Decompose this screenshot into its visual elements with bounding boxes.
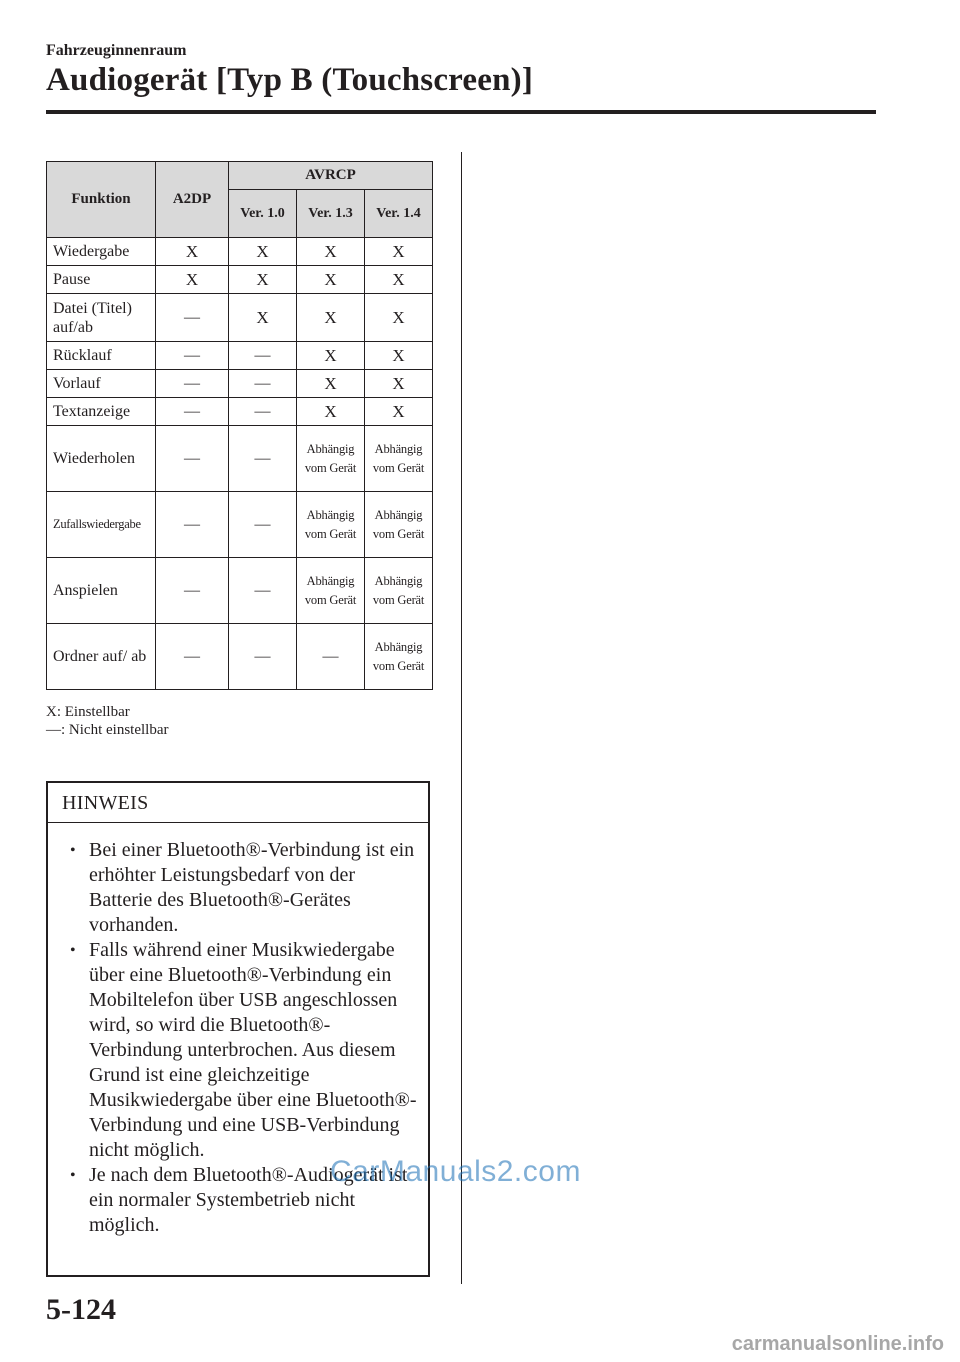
header-version: Ver. 1.0 bbox=[229, 190, 297, 238]
value-cell: Abhängig vom Gerät bbox=[365, 624, 433, 690]
header-avrcp: AVRCP bbox=[229, 162, 433, 190]
value-cell: — bbox=[229, 398, 297, 426]
page-number: 5-124 bbox=[46, 1293, 116, 1326]
legend-not-settable: —: Nicht einstellbar bbox=[46, 722, 169, 738]
note-text: Bei einer Bluetooth®-Verbindung ist ein erhöhter Leistungsbedarf von der Batterie des Bluetooth®-Gerätes vorhanden. bbox=[89, 839, 415, 936]
value-cell: X bbox=[297, 342, 365, 370]
value-cell: — bbox=[156, 342, 229, 370]
value-cell: X bbox=[365, 342, 433, 370]
table-row bbox=[47, 266, 433, 294]
header-version: Ver. 1.3 bbox=[297, 190, 365, 238]
value-cell: — bbox=[156, 294, 229, 342]
table-row bbox=[47, 492, 433, 558]
value-cell: — bbox=[229, 370, 297, 398]
value-cell: X bbox=[365, 266, 433, 294]
function-cell: Wiedergabe bbox=[47, 238, 156, 266]
note-title: HINWEIS bbox=[48, 783, 428, 823]
value-cell: — bbox=[297, 624, 365, 690]
value-cell: Abhängig vom Gerät bbox=[365, 558, 433, 624]
value-cell: X bbox=[297, 370, 365, 398]
table-row bbox=[47, 426, 433, 492]
value-cell: X bbox=[229, 294, 297, 342]
legend-settable: X: Einstellbar bbox=[46, 704, 130, 720]
value-cell: X bbox=[365, 238, 433, 266]
value-cell: X bbox=[297, 238, 365, 266]
value-cell: — bbox=[156, 624, 229, 690]
function-cell: Rücklauf bbox=[47, 342, 156, 370]
value-cell: X bbox=[229, 266, 297, 294]
function-cell: Anspielen bbox=[47, 558, 156, 624]
value-cell: X bbox=[156, 238, 229, 266]
value-cell: Abhängig vom Gerät bbox=[297, 426, 365, 492]
value-cell: Abhängig vom Gerät bbox=[297, 558, 365, 624]
value-cell: X bbox=[156, 266, 229, 294]
note-item bbox=[48, 838, 428, 938]
value-cell: X bbox=[229, 238, 297, 266]
bullet-icon: • bbox=[70, 942, 76, 959]
table-row bbox=[47, 558, 433, 624]
watermark-logo: CarManuals2.com bbox=[330, 1155, 581, 1188]
value-cell: X bbox=[365, 294, 433, 342]
table-row bbox=[47, 342, 433, 370]
header-version: Ver. 1.4 bbox=[365, 190, 433, 238]
value-cell: — bbox=[229, 342, 297, 370]
function-cell: Datei (Titel) auf/ab bbox=[47, 294, 156, 342]
value-cell: — bbox=[229, 426, 297, 492]
bullet-icon: • bbox=[70, 842, 76, 859]
function-cell: Wiederholen bbox=[47, 426, 156, 492]
note-text: Je nach dem Bluetooth®-Audiogerät ist ein normaler Systembetrieb nicht möglich. bbox=[89, 1164, 408, 1236]
value-cell: — bbox=[156, 492, 229, 558]
value-cell: Abhängig vom Gerät bbox=[365, 426, 433, 492]
table-legend bbox=[46, 703, 168, 739]
function-cell: Pause bbox=[47, 266, 156, 294]
header-a2dp: A2DP bbox=[156, 162, 229, 238]
value-cell: — bbox=[156, 426, 229, 492]
value-cell: X bbox=[297, 294, 365, 342]
feature-table bbox=[46, 161, 433, 690]
note-text: Falls während einer Musikwiedergabe über eine Bluetooth®-Verbindung ein Mobiltelefon über USB angeschlossen wird, so wird die Bluetooth®-Verbindung unterbrochen. Aus diesem Grund ist eine gleichzeitige Musikwiedergabe über eine Bluetooth®-Verbindung und eine USB-Verbindung nicht möglich. bbox=[89, 939, 417, 1161]
note-box bbox=[46, 781, 430, 1277]
value-cell: X bbox=[365, 370, 433, 398]
header-function: Funktion bbox=[47, 162, 156, 238]
value-cell: — bbox=[229, 492, 297, 558]
table-row bbox=[47, 624, 433, 690]
page-title: Audiogerät [Typ B (Touchscreen)] bbox=[46, 62, 534, 98]
section-label: Fahrzeuginnenraum bbox=[46, 42, 187, 59]
value-cell: — bbox=[229, 624, 297, 690]
table-row bbox=[47, 294, 433, 342]
title-rule bbox=[46, 110, 876, 114]
value-cell: X bbox=[297, 398, 365, 426]
table-row bbox=[47, 238, 433, 266]
function-cell: Zufallswiedergabe bbox=[47, 492, 156, 558]
table-row bbox=[47, 398, 433, 426]
value-cell: Abhängig vom Gerät bbox=[297, 492, 365, 558]
value-cell: Abhängig vom Gerät bbox=[365, 492, 433, 558]
value-cell: — bbox=[156, 370, 229, 398]
value-cell: — bbox=[156, 398, 229, 426]
function-cell: Ordner auf/ ab bbox=[47, 624, 156, 690]
value-cell: X bbox=[297, 266, 365, 294]
bullet-icon: • bbox=[70, 1167, 76, 1184]
function-cell: Textanzeige bbox=[47, 398, 156, 426]
note-item bbox=[48, 938, 428, 1163]
value-cell: — bbox=[229, 558, 297, 624]
value-cell: — bbox=[156, 558, 229, 624]
watermark-footer: carmanualsonline.info bbox=[731, 1333, 944, 1355]
table-row bbox=[47, 370, 433, 398]
value-cell: X bbox=[365, 398, 433, 426]
function-cell: Vorlauf bbox=[47, 370, 156, 398]
column-divider bbox=[461, 152, 462, 1284]
